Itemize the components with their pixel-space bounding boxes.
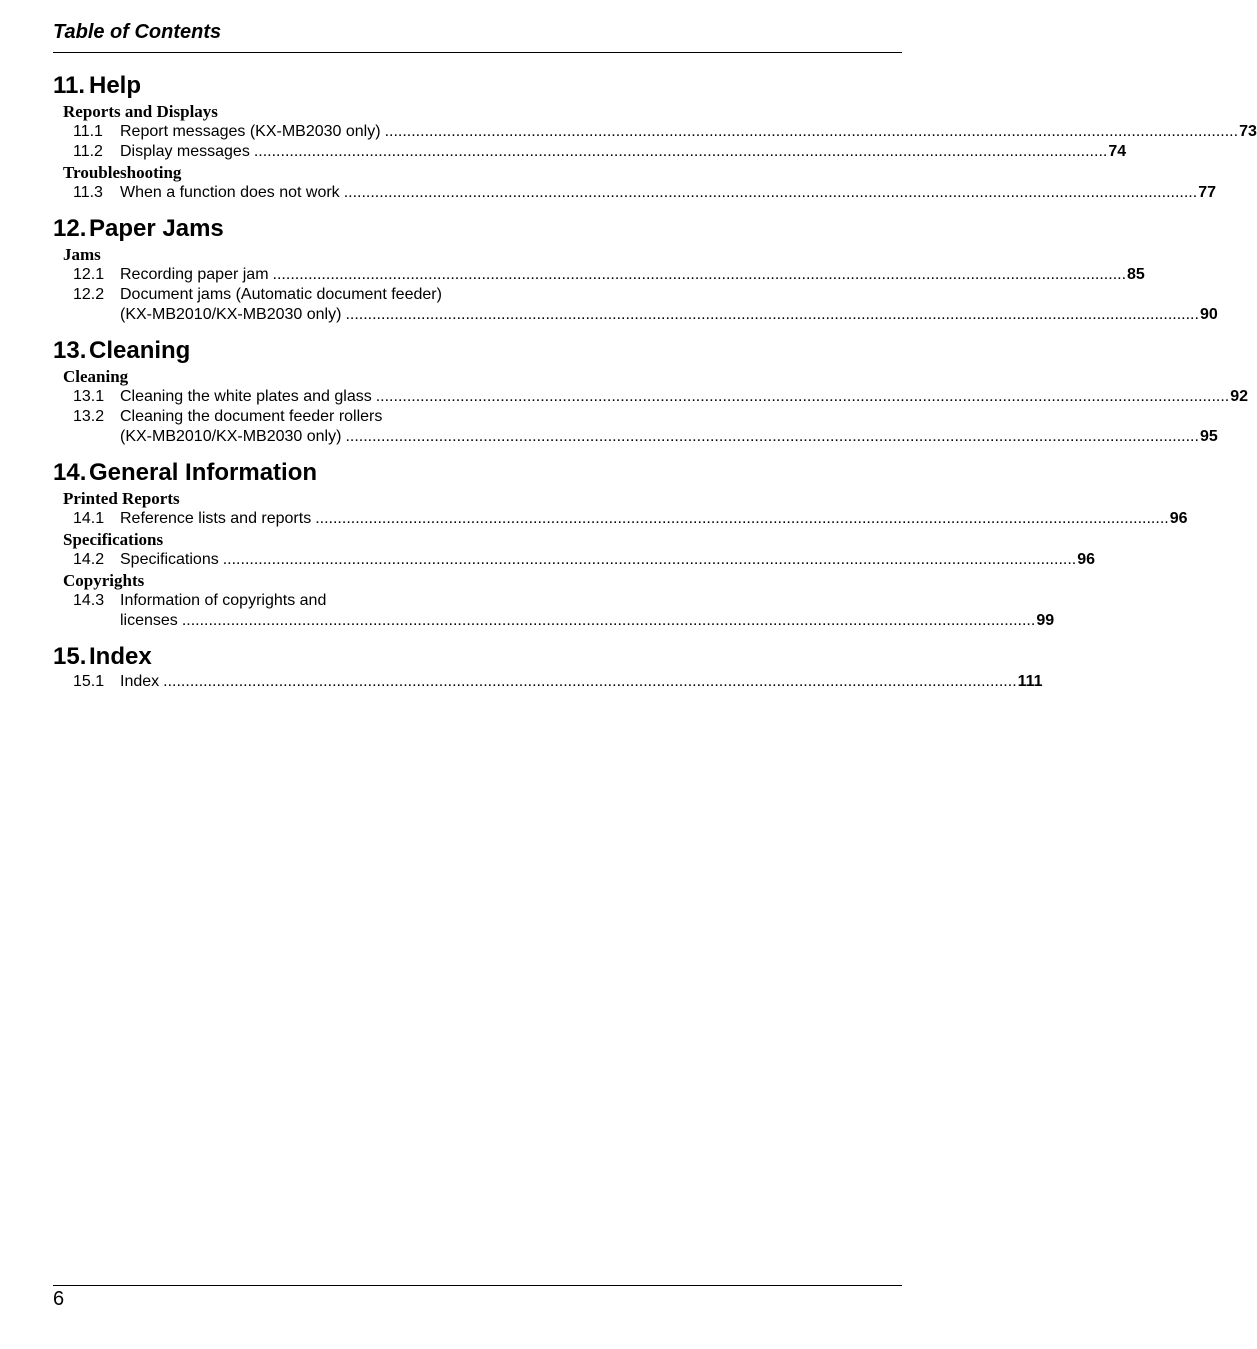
dot-leader <box>345 427 1199 447</box>
toc-entry[interactable] <box>53 509 1188 529</box>
entry-line <box>120 122 1257 142</box>
entry-title: When a function does not work <box>120 184 340 201</box>
chapter-heading <box>53 458 463 488</box>
section-group-heading: Copyrights <box>63 571 145 590</box>
entry-title: Report messages (KX-MB2030 only) <box>120 123 381 140</box>
entry-title: Recording paper jam <box>120 266 269 283</box>
entry-line <box>120 550 1095 570</box>
chapter-number: 11. <box>53 72 86 99</box>
toc-entry[interactable] <box>53 122 1257 142</box>
toc-chapter <box>53 642 1043 692</box>
chapter-title: Help <box>89 72 142 99</box>
entry-number: 14.1 <box>73 510 105 527</box>
section-group-heading: Specifications <box>63 530 164 549</box>
toc-entry[interactable] <box>53 183 1216 203</box>
toc-entry[interactable] <box>53 672 1043 692</box>
entry-body <box>120 183 1216 203</box>
entry-line <box>120 611 1054 631</box>
dot-leader <box>344 183 1198 203</box>
entry-body <box>120 142 1126 162</box>
entry-body <box>120 265 1145 285</box>
toc-chapter <box>53 214 1218 325</box>
chapter-title: Index <box>89 643 152 670</box>
toc-entry[interactable] <box>53 142 1127 162</box>
entry-body <box>120 591 1054 631</box>
table-of-contents <box>53 71 1257 692</box>
entry-page-number: 73 <box>1239 123 1257 140</box>
entry-body <box>120 407 1218 447</box>
section-group-heading: Reports and Displays <box>63 102 218 121</box>
section-group-heading: Cleaning <box>63 367 129 386</box>
entry-title: Index <box>120 673 160 690</box>
toc-entry[interactable] <box>53 387 1249 407</box>
toc-entry[interactable] <box>53 285 1218 325</box>
entry-number: 13.2 <box>73 408 105 425</box>
entry-page-number: 74 <box>1108 143 1127 160</box>
toc-entry[interactable] <box>53 550 1096 570</box>
entry-title: (KX-MB2010/KX-MB2030 only) <box>120 306 342 323</box>
entry-line <box>120 387 1248 407</box>
dot-leader <box>223 550 1077 570</box>
entry-page-number: 111 <box>1017 673 1043 690</box>
dot-leader <box>345 305 1199 325</box>
entry-title: Information of copyrights and <box>120 592 327 609</box>
entry-body <box>120 550 1095 570</box>
toc-entry[interactable] <box>53 591 1055 631</box>
entry-body <box>120 122 1257 142</box>
chapter-heading <box>53 642 463 672</box>
chapter-number: 13. <box>53 337 87 364</box>
entry-number: 12.2 <box>73 286 105 303</box>
chapter-number: 12. <box>53 215 87 242</box>
toc-entry[interactable] <box>53 407 1218 447</box>
chapter-title: General Information <box>89 459 318 486</box>
entry-number: 11.2 <box>73 143 103 160</box>
toc-chapter <box>53 336 1249 447</box>
entry-title: licenses <box>120 612 178 629</box>
entry-number: 11.3 <box>73 184 103 201</box>
entry-body <box>120 387 1248 407</box>
entry-line <box>120 407 1218 427</box>
entry-line <box>120 672 1043 692</box>
dot-leader <box>385 122 1239 142</box>
page-number: 6 <box>53 1288 65 1310</box>
entry-number: 14.2 <box>73 551 105 568</box>
entry-number: 13.1 <box>73 388 105 405</box>
entry-page-number: 96 <box>1077 551 1096 568</box>
toc-chapter <box>53 71 1257 203</box>
footer-divider <box>53 1285 902 1286</box>
entry-title: Document jams (Automatic document feeder) <box>120 286 442 303</box>
section-group-heading: Printed Reports <box>63 489 180 508</box>
dot-leader <box>163 672 1017 692</box>
entry-title: Cleaning the white plates and glass <box>120 388 372 405</box>
entry-title: Specifications <box>120 551 219 568</box>
entry-line <box>120 183 1216 203</box>
chapter-title: Cleaning <box>89 337 191 364</box>
chapter-title: Paper Jams <box>89 215 224 242</box>
entry-line <box>120 285 1218 305</box>
entry-page-number: 95 <box>1199 428 1218 445</box>
entry-line <box>120 265 1145 285</box>
entry-number: 12.1 <box>73 266 105 283</box>
chapter-number: 14. <box>53 459 87 486</box>
dot-leader <box>376 387 1230 407</box>
entry-title: Cleaning the document feeder rollers <box>120 408 383 425</box>
entry-title: (KX-MB2010/KX-MB2030 only) <box>120 428 342 445</box>
chapter-heading <box>53 71 463 101</box>
entry-line <box>120 427 1218 447</box>
entry-number: 11.1 <box>73 123 103 140</box>
dot-leader <box>182 611 1036 631</box>
section-group-heading: Jams <box>63 245 101 264</box>
entry-line <box>120 142 1126 162</box>
header-divider <box>53 52 902 53</box>
entry-body <box>120 672 1043 692</box>
entry-page-number: 85 <box>1127 266 1145 283</box>
entry-line <box>120 591 1054 611</box>
entry-line <box>120 305 1218 325</box>
entry-title: Reference lists and reports <box>120 510 312 527</box>
entry-number: 15.1 <box>73 673 105 690</box>
section-group-heading: Troubleshooting <box>63 163 182 182</box>
entry-page-number: 92 <box>1230 388 1249 405</box>
toc-entry[interactable] <box>53 265 1145 285</box>
entry-page-number: 96 <box>1169 510 1188 527</box>
chapter-number: 15. <box>53 643 87 670</box>
entry-page-number: 90 <box>1199 306 1218 323</box>
entry-page-number: 99 <box>1036 612 1055 629</box>
toc-chapter <box>53 458 1188 631</box>
chapter-heading <box>53 214 463 244</box>
chapter-heading <box>53 336 463 366</box>
entry-line <box>120 509 1188 529</box>
entry-number: 14.3 <box>73 592 105 609</box>
dot-leader <box>273 265 1127 285</box>
entry-page-number: 77 <box>1198 184 1216 201</box>
dot-leader <box>315 509 1169 529</box>
entry-body <box>120 285 1218 325</box>
entry-body <box>120 509 1188 529</box>
entry-title: Display messages <box>120 143 250 160</box>
dot-leader <box>254 142 1108 162</box>
page-header-title: Table of Contents <box>53 21 222 43</box>
